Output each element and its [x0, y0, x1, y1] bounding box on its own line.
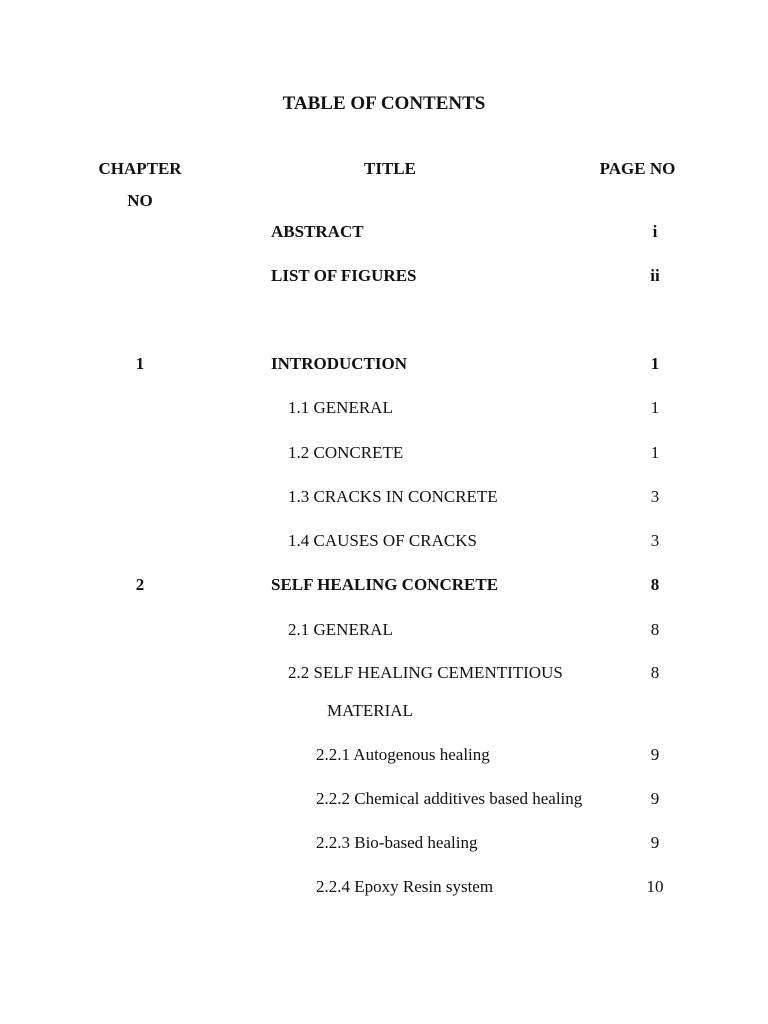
- toc-page-2-2-2: 9: [650, 789, 660, 808]
- toc-entry-abstract: ABSTRACT: [271, 222, 364, 241]
- toc-entry-2-2-4: 2.2.4 Epoxy Resin system: [316, 877, 494, 896]
- toc-chapter-number-2: 2: [135, 575, 145, 594]
- toc-entry-1-4: 1.4 CAUSES OF CRACKS: [288, 531, 477, 550]
- toc-page-2-2: 8: [650, 663, 660, 682]
- toc-entry-self-healing-concrete: SELF HEALING CONCRETE: [271, 575, 499, 594]
- page-title: TABLE OF CONTENTS: [282, 93, 486, 114]
- toc-page-list-of-figures: ii: [650, 266, 660, 285]
- toc-page-1-4: 3: [650, 531, 660, 550]
- toc-page-2-2-3: 9: [650, 833, 660, 852]
- toc-page-1-2: 1: [650, 443, 660, 462]
- toc-page-1-1: 1: [650, 398, 660, 417]
- toc-entry-2-2-2: 2.2.2 Chemical additives based healing: [316, 789, 583, 808]
- toc-entry-1-3: 1.3 CRACKS IN CONCRETE: [288, 487, 498, 506]
- toc-entry-introduction: INTRODUCTION: [271, 354, 408, 373]
- toc-entry-2-1: 2.1 GENERAL: [288, 620, 393, 639]
- toc-page-2-2-1: 9: [650, 745, 660, 764]
- header-title: TITLE: [364, 159, 416, 178]
- toc-entry-2-2-continued: MATERIAL: [327, 701, 413, 720]
- toc-entry-2-2-1: 2.2.1 Autogenous healing: [316, 745, 490, 764]
- toc-entry-2-2-3: 2.2.3 Bio-based healing: [316, 833, 478, 852]
- toc-entry-1-1: 1.1 GENERAL: [288, 398, 393, 417]
- toc-page-2-2-4: 10: [646, 877, 664, 896]
- toc-entry-1-2: 1.2 CONCRETE: [288, 443, 404, 462]
- toc-page-2-1: 8: [650, 620, 660, 639]
- header-chapter-no: NO: [127, 191, 153, 210]
- toc-entry-2-2: 2.2 SELF HEALING CEMENTITIOUS: [288, 663, 563, 682]
- toc-page-1-3: 3: [650, 487, 660, 506]
- toc-page-self-healing-concrete: 8: [650, 575, 660, 594]
- toc-page-introduction: 1: [650, 354, 660, 373]
- header-chapter: CHAPTER: [98, 159, 182, 178]
- toc-chapter-number-1: 1: [135, 354, 145, 373]
- header-page-no: PAGE NO: [599, 159, 676, 178]
- toc-entry-list-of-figures: LIST OF FIGURES: [271, 266, 417, 285]
- toc-page-abstract: i: [652, 222, 658, 241]
